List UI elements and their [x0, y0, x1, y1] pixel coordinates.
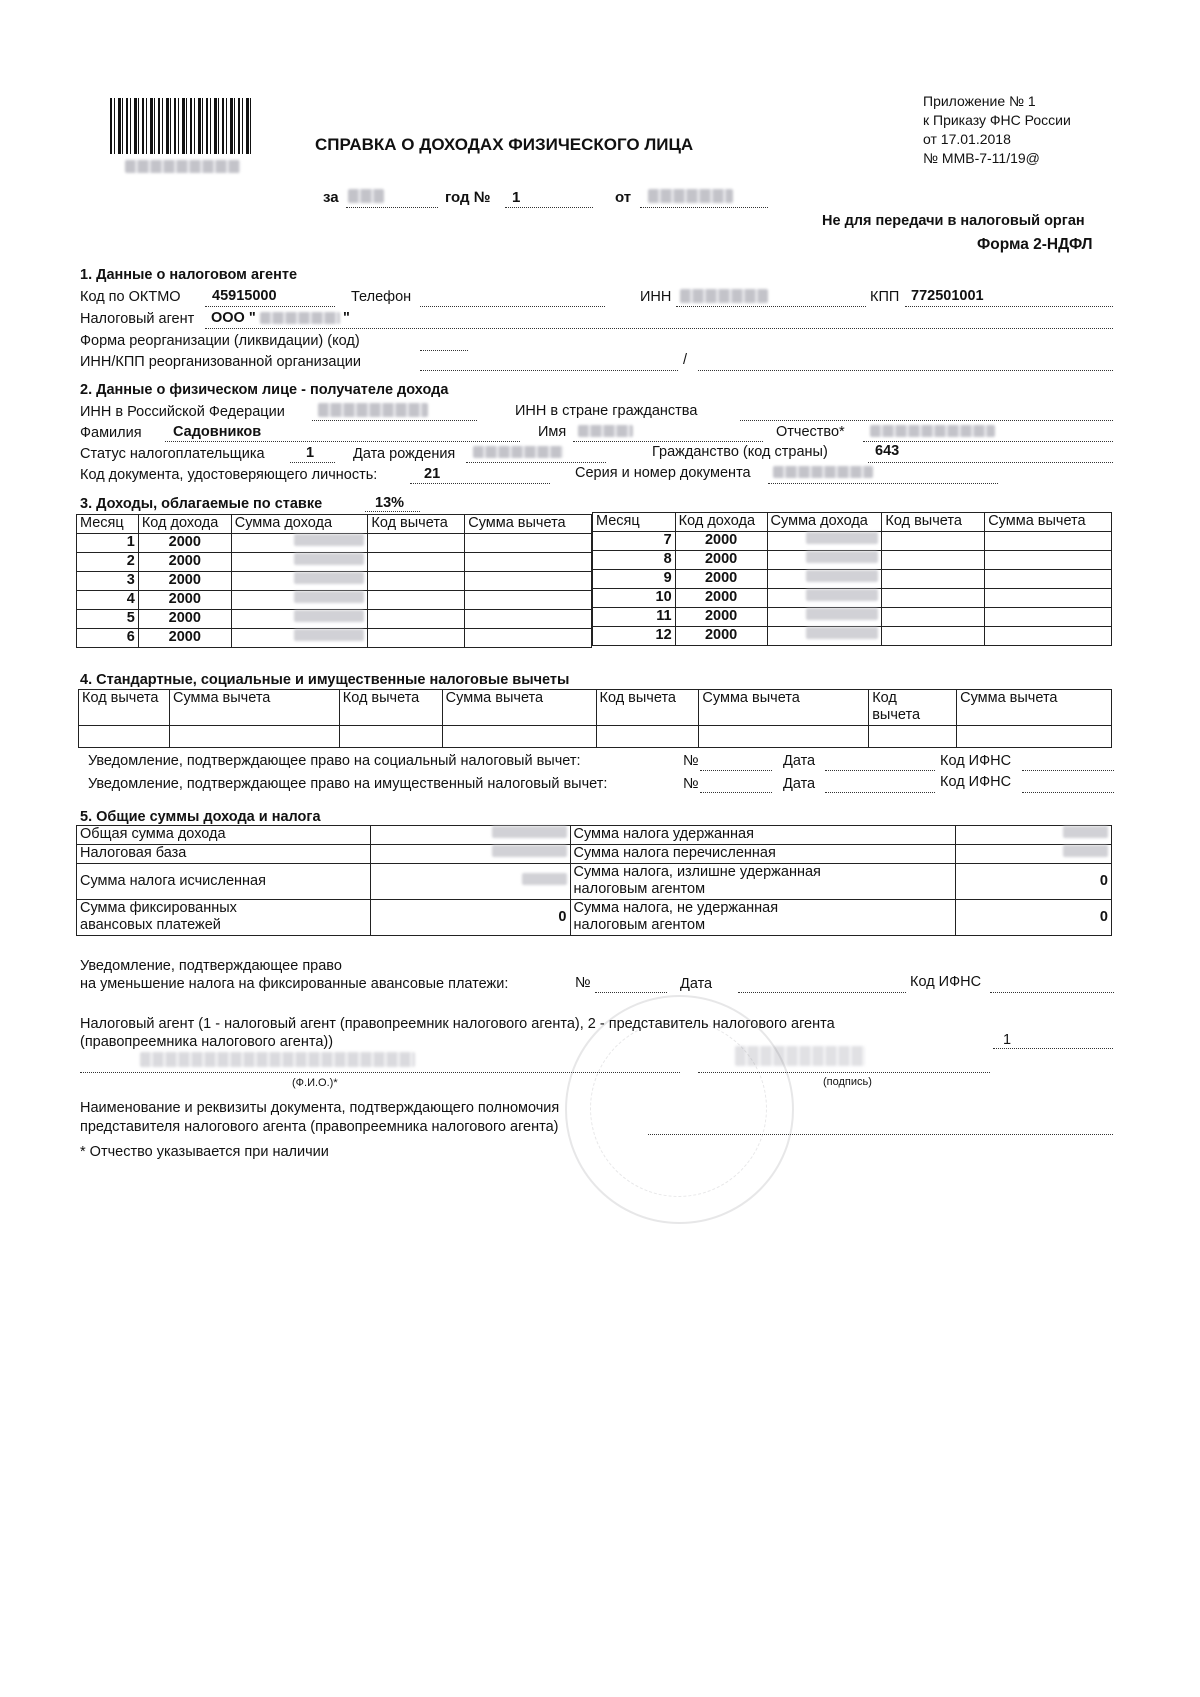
notice-social-label: Уведомление, подтверждающее право на социальный налоговый вычет: — [88, 753, 581, 769]
col-month: Месяц — [77, 515, 139, 534]
total-income-label: Общая сумма дохода — [77, 826, 371, 845]
col-deduction-sum: Сумма вычета — [957, 690, 1112, 726]
appendix-line-4: № ММВ-7-11/19@ — [923, 150, 1040, 166]
doc-series-label: Серия и номер документа — [575, 465, 751, 481]
notice-property-no: № — [683, 776, 699, 792]
col-deduction-code: Код вычета — [368, 515, 465, 534]
income-table-right — [592, 512, 1112, 646]
agent-type-line-2: (правопреемника налогового агента)) — [80, 1034, 334, 1050]
za-label: за — [323, 189, 339, 206]
tax-not-withheld-label: Сумма налога, не удержанная налоговым агентом — [570, 900, 956, 936]
notice-property-date: Дата — [783, 776, 816, 792]
total-income-value — [492, 826, 567, 838]
surname-value: Садовников — [173, 424, 262, 440]
table-row: 7 2000 — [593, 532, 1112, 551]
name-label: Имя — [538, 424, 567, 440]
col-deduction-sum: Сумма вычета — [442, 690, 596, 726]
notice-fixed-line-1: Уведомление, подтверждающее право — [80, 958, 342, 974]
document-line-1: Наименование и реквизиты документа, подтверждающего полномочия — [80, 1100, 560, 1116]
table-row: 2 2000 — [77, 553, 592, 572]
notice-property-ifns: Код ИФНС — [940, 774, 1012, 790]
agent-type-line-1: Налоговый агент (1 - налоговый агент (правопреемник налогового агента), 2 - представитель налогового агента — [80, 1016, 835, 1032]
notice-property-label: Уведомление, подтверждающее право на имущественный налоговый вычет: — [88, 776, 608, 792]
table-row: 4 2000 — [77, 591, 592, 610]
ot-label: от — [615, 189, 632, 206]
stamp-seal-inner — [590, 1020, 767, 1197]
kpp-label: КПП — [870, 289, 900, 305]
col-deduction-code: Код вычета — [339, 690, 442, 726]
col-deduction-code: Код вычета — [596, 690, 699, 726]
tax-base-label: Налоговая база — [77, 845, 371, 864]
status-label: Статус налогоплательщика — [80, 446, 265, 462]
barcode-number — [125, 160, 240, 173]
patronymic-label: Отчество* — [776, 424, 845, 440]
fixed-advance-label: Сумма фиксированных авансовых платежей — [77, 900, 371, 936]
birth-label: Дата рождения — [353, 446, 456, 462]
tax-withheld-label: Сумма налога удержанная — [570, 826, 956, 845]
col-income-sum: Сумма дохода — [231, 515, 368, 534]
inn-rf-value — [318, 403, 428, 417]
birth-value — [473, 446, 563, 458]
agent-label: Налоговый агент — [80, 311, 195, 327]
tax-withheld-value — [1063, 826, 1108, 838]
col-income-code: Код дохода — [675, 513, 767, 532]
notice-social-date: Дата — [783, 753, 816, 769]
table-row: 10 2000 — [593, 589, 1112, 608]
agent-type-value: 1 — [1003, 1032, 1012, 1048]
col-deduction-sum: Сумма вычета — [985, 513, 1112, 532]
section2-title: 2. Данные о физическом лице - получателе дохода — [80, 382, 449, 398]
section3-rate: 13% — [375, 495, 405, 511]
deductions-table — [78, 689, 1112, 748]
notice-fixed-no: № — [575, 975, 591, 991]
citizenship-label: Гражданство (код страны) — [652, 444, 828, 460]
section4-title: 4. Стандартные, социальные и имущественные налоговые вычеты — [80, 672, 570, 688]
agent-inn-label: ИНН — [640, 289, 672, 305]
section5-title: 5. Общие суммы дохода и налога — [80, 809, 321, 825]
table-row: 5 2000 — [77, 610, 592, 629]
date-value — [648, 189, 733, 203]
notice-social-ifns: Код ИФНС — [940, 753, 1012, 769]
section1-title: 1. Данные о налоговом агенте — [80, 267, 298, 283]
oktmo-value: 45915000 — [212, 288, 277, 304]
col-deduction-sum: Сумма вычета — [699, 690, 869, 726]
doc-code-value: 21 — [424, 466, 441, 482]
surname-label: Фамилия — [80, 425, 142, 441]
tax-over-withheld-value: 0 — [956, 864, 1112, 900]
table-row: 12 2000 — [593, 627, 1112, 646]
totals-table — [76, 825, 1112, 936]
name-value — [578, 425, 633, 437]
signature-label: (подпись) — [823, 1076, 872, 1088]
agent-prefix: ООО " — [211, 310, 256, 326]
fixed-advance-value: 0 — [370, 900, 570, 936]
tax-calculated-value — [522, 873, 567, 885]
tax-over-withheld-label: Сумма налога, излишне удержанная налоговым агентом — [570, 864, 956, 900]
god-label: год № — [445, 189, 491, 206]
col-income-sum: Сумма дохода — [767, 513, 882, 532]
tax-calculated-label: Сумма налога исчисленная — [77, 864, 371, 900]
kpp-value: 772501001 — [911, 288, 984, 304]
appendix-line-3: от 17.01.2018 — [923, 131, 1011, 147]
col-deduction-code: Код вычета — [79, 690, 170, 726]
col-income-code: Код дохода — [138, 515, 231, 534]
phone-label: Телефон — [351, 289, 412, 305]
notice-social-no: № — [683, 753, 699, 769]
agent-name — [260, 312, 340, 324]
col-deduction-code-split: Код вычета — [869, 690, 957, 726]
inn-citizen-label: ИНН в стране гражданства — [515, 403, 698, 419]
tax-transferred-label: Сумма налога перечисленная — [570, 845, 956, 864]
agent-inn-value — [680, 289, 768, 303]
section3-title: 3. Доходы, облагаемые по ставке — [80, 496, 323, 512]
tax-transferred-value — [1063, 845, 1108, 857]
appendix-line-1: Приложение № 1 — [923, 93, 1036, 109]
table-row: 8 2000 — [593, 551, 1112, 570]
doc-code-label: Код документа, удостоверяющего личность: — [80, 467, 378, 483]
tax-base-value — [492, 845, 567, 857]
table-row — [79, 726, 1112, 748]
agent-suffix: " — [343, 310, 350, 326]
tax-not-withheld-value: 0 — [956, 900, 1112, 936]
form-label: Форма 2-НДФЛ — [977, 236, 1093, 253]
year-value — [348, 189, 384, 203]
table-row: 1 2000 — [77, 534, 592, 553]
doc-series-value — [773, 466, 873, 478]
status-value: 1 — [306, 445, 315, 461]
oktmo-label: Код по ОКТМО — [80, 289, 181, 305]
col-deduction-sum: Сумма вычета — [169, 690, 339, 726]
col-month: Месяц — [593, 513, 676, 532]
table-row: 3 2000 — [77, 572, 592, 591]
citizenship-value: 643 — [875, 443, 900, 459]
appendix-line-2: к Приказу ФНС России — [923, 112, 1071, 128]
page-title: СПРАВКА О ДОХОДАХ ФИЗИЧЕСКОГО ЛИЦА — [315, 135, 694, 154]
inn-rf-label: ИНН в Российской Федерации — [80, 404, 285, 420]
barcode — [110, 98, 252, 154]
table-row: 6 2000 — [77, 629, 592, 648]
col-deduction-code: Код вычета — [882, 513, 985, 532]
certificate-number: 1 — [512, 189, 521, 206]
not-for-tax-label: Не для передачи в налоговый орган — [822, 213, 1085, 229]
fio-value — [140, 1052, 415, 1067]
patronymic-value — [870, 425, 995, 437]
notice-fixed-line-2: на уменьшение налога на фиксированные авансовые платежи: — [80, 976, 509, 992]
reorg-form-label: Форма реорганизации (ликвидации) (код) — [80, 333, 360, 349]
reorg-inn-label: ИНН/КПП реорганизованной организации — [80, 354, 361, 370]
income-table-left — [76, 514, 592, 648]
table-row: 11 2000 — [593, 608, 1112, 627]
document-line-2: представителя налогового агента (правопреемника налогового агента) — [80, 1119, 559, 1135]
footnote: * Отчество указывается при наличии — [80, 1144, 329, 1160]
fio-label: (Ф.И.О.)* — [292, 1077, 338, 1089]
notice-fixed-ifns: Код ИФНС — [910, 974, 982, 990]
table-row: 9 2000 — [593, 570, 1112, 589]
reorg-slash: / — [683, 352, 688, 368]
col-deduction-sum: Сумма вычета — [465, 515, 592, 534]
notice-fixed-date: Дата — [680, 976, 713, 992]
